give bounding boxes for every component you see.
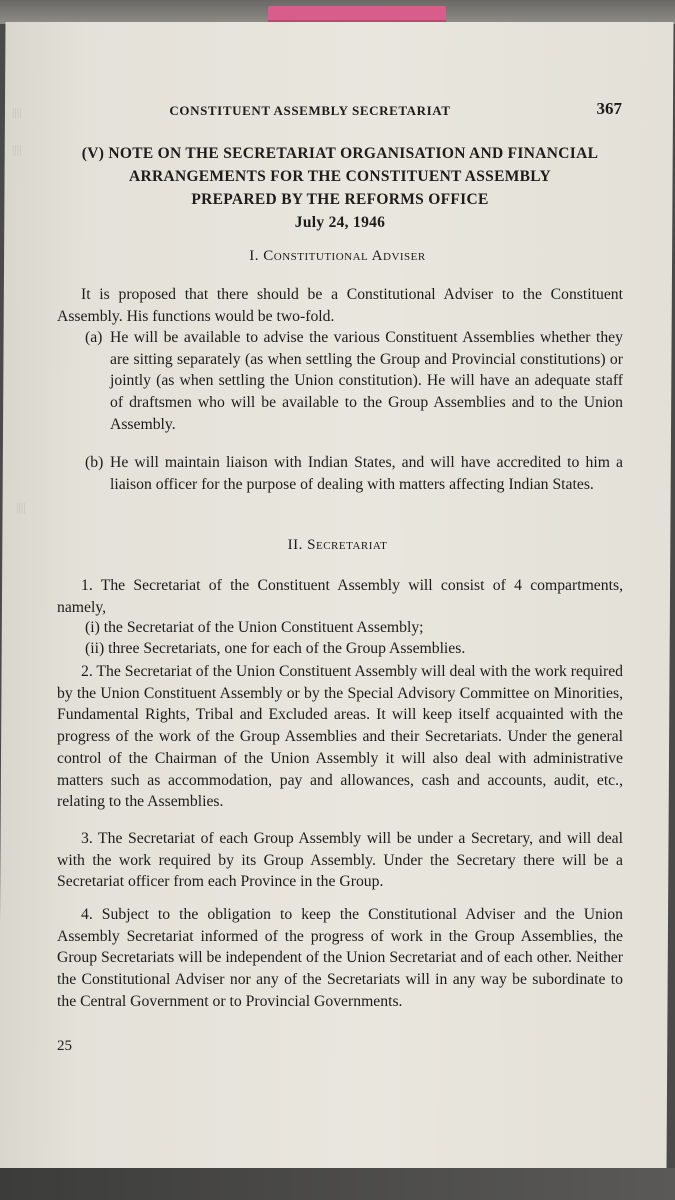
title-line-2: ARRANGEMENTS FOR THE CONSTITUENT ASSEMBLY — [128, 168, 551, 185]
paragraph-4: 4. Subject to the obligation to keep the Constitutional Adviser and the Union Assembly Secretariat informed of the progress of work in the Group Assemblies, the Group Secretariats will be independent of the Union Secretariat and of each other. Neither the Constitutional Adviser nor any of the Secretariats will in any way be subordinate to the Central Government or to Provincial Governments. — [57, 906, 623, 1010]
section-heading-constitutional-adviser: I. Constitutional Adviser — [249, 248, 426, 264]
show-through-mark: |||| — [12, 105, 22, 119]
list-text: He will be available to advise the various Constituent Assemblies whether they are sitting separately (as when settling the Group and Provincial constitutions) or jointly (as when settling the Union constitution). He will have an adequate staff of draftsmen who will be available to the Group Assemblies and to the Union Assembly. — [110, 329, 623, 433]
list-text: He will maintain liaison with Indian States, and will have accredited to him a liaison officer for the purpose of dealing with matters affecting Indian States. — [110, 454, 623, 493]
list-label: (b) — [85, 454, 104, 471]
title-date: July 24, 1946 — [294, 214, 386, 231]
paragraph-3: 3. The Secretariat of each Group Assembly will be under a Secretary, and will deal with the work required by its Group Assembly. Under the Secretary there will be a Secretariat officer from each Province in the Group. — [57, 830, 623, 891]
list-item-a — [85, 327, 623, 436]
paragraph-1: 1. The Secretariat of the Constituent Assembly will consist of 4 compartments, namely, — [57, 577, 623, 616]
background-bottom — [0, 1168, 675, 1200]
paragraph-2: 2. The Secretariat of the Union Constituent Assembly will deal with the work required by the Union Constituent Assembly or by the Special Advisory Committee on Minorities, Fundamental Rights, Tribal and Excluded areas. It will keep itself acquainted with the progress of the work of the Group Assemblies and their Secretariats. Under the general control of the Chairman of the Union Assembly it will also deal with administrative matters such as accommodation, pay and allowances, cash and accounts, audit, etc., relating to the Assemblies. — [57, 663, 623, 811]
signature-mark: 25 — [57, 1038, 72, 1054]
document-title — [60, 142, 620, 234]
running-head: CONSTITUENT ASSEMBLY SECRETARIAT — [169, 103, 451, 118]
title-line-3: PREPARED BY THE REFORMS OFFICE — [191, 191, 489, 208]
sub-item-ii: (ii) three Secretariats, one for each of the Group Assemblies. — [85, 640, 466, 657]
sub-item-i: (i) the Secretariat of the Union Constituent Assembly; — [85, 619, 424, 636]
list-item-b — [85, 452, 623, 495]
title-line-1: (V) NOTE ON THE SECRETARIAT ORGANISATION AND FINANCIAL — [81, 145, 599, 162]
section-heading-secretariat: II. Secretariat — [287, 537, 388, 553]
show-through-mark: |||| — [12, 142, 22, 156]
list-label: (a) — [85, 329, 103, 346]
page-header — [0, 99, 675, 123]
page-number: 367 — [596, 99, 622, 118]
paragraph-intro: It is proposed that there should be a Constitutional Adviser to the Constituent Assembly. His functions would be two-fold. — [57, 286, 623, 325]
show-through-mark: |||| — [16, 500, 26, 514]
